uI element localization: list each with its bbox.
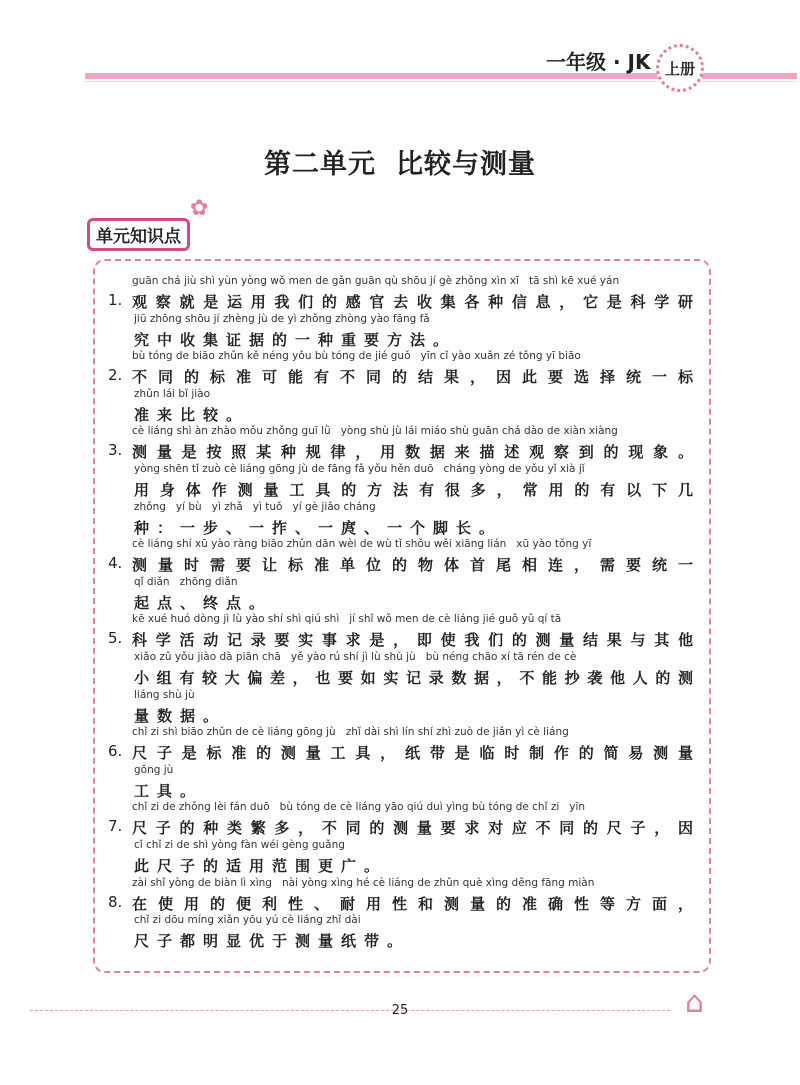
page-title [0, 142, 800, 181]
pinyin-line: yòng shēn tǐ zuò cè liáng gōng jù de fāng fǎ yǒu hěn duō cháng yòng de yǒu yǐ xià jǐ [134, 462, 585, 475]
list-item-row [108, 613, 693, 651]
item-number: 1. [108, 291, 123, 309]
pinyin-line: liáng shù jù [134, 688, 195, 701]
grade-label: 一年级 · JK [546, 50, 651, 74]
pinyin-line: gōng jù [134, 763, 174, 776]
pinyin-line: zhǒng yí bù yì zhǎ yì tuǒ yí gè jiǎo cháng [134, 500, 376, 513]
pinyin-line: cǐ chǐ zi de shì yòng fàn wéi gèng guǎng [134, 838, 345, 851]
list-item-row [108, 313, 693, 351]
hanzi-line: 用 身 体 作 测 量 工 具 的 方 法 有 很 多 ， 常 用 的 有 以 下 几 [134, 480, 693, 499]
list-item-row [108, 388, 693, 426]
item-number: 6. [108, 742, 123, 761]
bee-icon: ✿ [190, 196, 209, 221]
pinyin-line: bù tóng de biāo zhǔn kě néng yǒu bù tóng de jié guǒ yīn cǐ yào xuǎn zé tǒng yī biāo [132, 350, 581, 363]
hanzi-line: 量数据。 [134, 706, 227, 725]
list-item-row [108, 877, 693, 915]
hanzi-line: 尺子都明显优于测量纸带。 [134, 932, 411, 951]
list-item-row [108, 463, 693, 501]
unit-label: 第二单元 [264, 149, 376, 180]
volume-badge: 上册 [656, 44, 704, 92]
pinyin-line: kē xué huó dòng jì lù yào shí shì qiú shì jí shǐ wǒ men de cè liáng jié guǒ yǔ qí tā [132, 613, 562, 626]
item-number: 4. [108, 554, 123, 573]
list-item-row [108, 350, 693, 388]
hanzi-line: 此尺子的适用范围更广。 [134, 856, 388, 875]
page-number: 25 [391, 1003, 409, 1018]
hanzi-line: 测 量 是 按 照 某 种 规 律 ， 用 数 据 来 描 述 观 察 到 的 现 象 。 [132, 443, 693, 462]
hanzi-line: 究中收集证据的一种重要方法。 [134, 330, 457, 349]
hanzi-line: 工具。 [134, 781, 204, 800]
list-item-row [108, 275, 693, 313]
hanzi-line: 尺 子 的 种 类 繁 多 ， 不 同 的 测 量 要 求 对 应 不 同 的 尺 子 ， 因 [132, 819, 693, 838]
list-item-row [108, 576, 693, 614]
list-item-row [108, 538, 693, 576]
hanzi-line: 种：一步、一拃、一庹、一个脚长。 [134, 518, 503, 537]
pinyin-line: guān chá jiù shì yùn yòng wǒ men de gǎn guān qù shōu jí gè zhǒng xìn xī tā shì kē xué yán [132, 275, 620, 287]
list-item-row [108, 501, 693, 539]
item-number: 7. [108, 817, 123, 836]
knowledge-list [108, 275, 693, 952]
hanzi-line: 小 组 有 较 大 偏 差 ， 也 要 如 实 记 录 数 据 ， 不 能 抄 袭 他 人 的 测 [134, 668, 693, 687]
section-label: 单元知识点 [87, 218, 190, 251]
hanzi-line: 准来比较。 [134, 405, 250, 424]
pinyin-line: zài shǐ yòng de biàn lì xìng nài yòng xìng hé cè liáng de zhǔn què xìng děng fāng miàn [132, 876, 595, 889]
pinyin-line: chǐ zi de zhǒng lèi fán duō bù tóng de cè liáng yāo qiú duì yìng bù tóng de chǐ zi yīn [132, 801, 586, 814]
hanzi-line: 在 使 用 的 便 利 性 、 耐 用 性 和 测 量 的 准 确 性 等 方 面 ， [132, 894, 693, 913]
pinyin-line: chǐ zi shì biāo zhǔn de cè liáng gōng jù zhǐ dài shì lín shí zhì zuò de jiǎn yì cè liáng [132, 726, 569, 739]
hanzi-line: 不 同 的 标 准 可 能 有 不 同 的 结 果 ， 因 此 要 选 择 统 一 标 [132, 368, 693, 387]
hanzi-line: 测 量 时 需 要 让 标 准 单 位 的 物 体 首 尾 相 连 ， 需 要 统 一 [132, 556, 693, 575]
pinyin-line: xiǎo zǔ yǒu jiào dà piān chā yě yào rú shí jì lù shù jù bù néng chāo xí tā rén de cè [134, 650, 577, 663]
hanzi-line: 尺 子 是 标 准 的 测 量 工 具 ， 纸 带 是 临 时 制 作 的 简 易 测 量 [132, 744, 693, 763]
list-item-row [108, 726, 693, 764]
list-item-row [108, 839, 693, 877]
pinyin-line: jiū zhōng shōu jí zhèng jù de yì zhǒng zhòng yào fāng fǎ [134, 312, 430, 325]
pinyin-line: cè liáng shí xū yào ràng biāo zhǔn dān wèi de wù tǐ shǒu wěi xiāng lián xū yào tǒng yī [132, 538, 592, 551]
list-item-row [108, 801, 693, 839]
hanzi-line: 科 学 活 动 记 录 要 实 事 求 是 ， 即 使 我 们 的 测 量 结 果 与 其 他 [132, 631, 693, 650]
list-item-row [108, 764, 693, 802]
list-item-row [108, 914, 693, 952]
item-number: 2. [108, 366, 123, 385]
pinyin-line: qǐ diǎn zhōng diǎn [134, 575, 238, 588]
hanzi-line: 观 察 就 是 运 用 我 们 的 感 官 去 收 集 各 种 信 息 ， 它 是 科 学 研 [132, 293, 693, 311]
list-item-row [108, 689, 693, 727]
pinyin-line: zhǔn lái bǐ jiào [134, 387, 211, 400]
list-item-row [108, 425, 693, 463]
item-number: 3. [108, 441, 123, 460]
hanzi-line: 起点、终点。 [134, 593, 273, 612]
pinyin-line: cè liáng shì àn zhào mǒu zhǒng guī lǜ yòng shù jù lái miáo shù guān chá dào de xiàn xiàng [132, 425, 618, 438]
item-number: 5. [108, 629, 123, 648]
pinyin-line: chǐ zi dōu míng xiǎn yōu yú cè liáng zhǐ dài [134, 914, 361, 927]
list-item-row [108, 651, 693, 689]
house-icon: ⌂ [685, 985, 705, 1020]
item-number: 8. [108, 892, 123, 911]
unit-topic: 比较与测量 [396, 149, 536, 180]
